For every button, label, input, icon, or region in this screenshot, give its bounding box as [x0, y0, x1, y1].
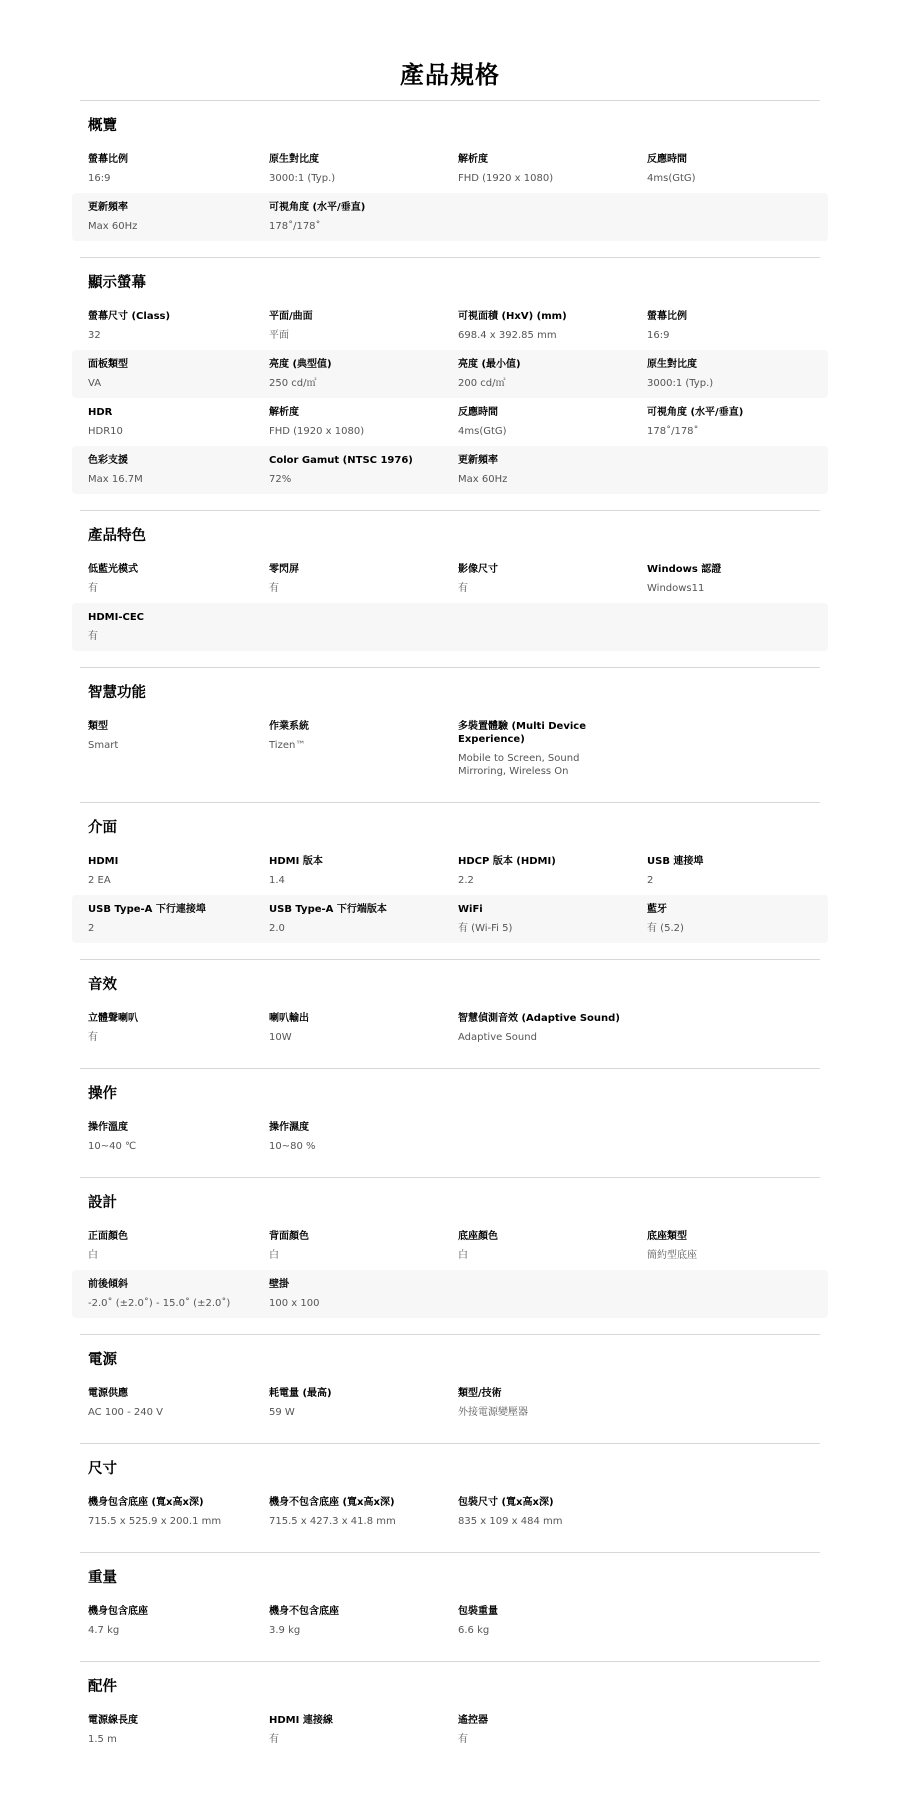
spec-item: [261, 1496, 450, 1528]
spec-value: 有: [88, 631, 98, 642]
spec-item: [261, 406, 450, 438]
spec-label: HDMI-CEC: [88, 612, 145, 623]
spec-section: [80, 1552, 820, 1661]
spec-label: 包裝重量: [458, 1606, 498, 1617]
spec-value: 有: [88, 583, 98, 594]
spec-item: [261, 1121, 450, 1153]
spec-label: 遙控器: [458, 1715, 488, 1726]
spec-item: [450, 855, 639, 887]
spec-section: [80, 802, 820, 959]
spec-item: [450, 903, 639, 935]
spec-item: [261, 903, 450, 935]
spec-label: 操作溫度: [88, 1122, 128, 1133]
section-title: 設計: [88, 1195, 117, 1211]
spec-label: 底座類型: [647, 1231, 687, 1242]
spec-label: 作業系統: [269, 721, 309, 732]
spec-value: 100 x 100: [269, 1298, 320, 1309]
section-title: 操作: [88, 1086, 117, 1102]
spec-label: 底座顏色: [458, 1231, 498, 1242]
spec-value: Tizen™: [269, 740, 306, 751]
spec-label: USB 連接埠: [647, 856, 704, 867]
spec-value: 有: [269, 583, 279, 594]
spec-row: [72, 603, 828, 651]
spec-value: FHD (1920 x 1080): [458, 173, 554, 184]
spec-item: [261, 1387, 450, 1419]
spec-value: 178˚/178˚: [647, 426, 699, 437]
spec-row: [72, 712, 828, 786]
section-title: 電源: [88, 1352, 117, 1368]
spec-item: [261, 563, 450, 595]
spec-value: 1.5 m: [88, 1734, 117, 1745]
spec-value: 2: [88, 923, 95, 934]
spec-value: -2.0˚ (±2.0˚) - 15.0˚ (±2.0˚): [88, 1298, 231, 1309]
spec-item: [72, 855, 261, 887]
spec-item: [72, 201, 261, 233]
spec-label: 零閃屏: [269, 564, 299, 575]
spec-label: 原生對比度: [647, 359, 697, 370]
spec-item: [450, 1714, 639, 1746]
spec-label: 可視面積 (HxV) (mm): [458, 311, 567, 322]
spec-item: [261, 201, 450, 233]
spec-row: [72, 895, 828, 943]
spec-value: Windows11: [647, 583, 705, 594]
spec-value: 835 x 109 x 484 mm: [458, 1516, 563, 1527]
section-title: 配件: [88, 1679, 117, 1695]
spec-label: 解析度: [458, 154, 488, 165]
spec-value: 有: [458, 1734, 468, 1745]
spec-value: VA: [88, 378, 102, 389]
spec-value: FHD (1920 x 1080): [269, 426, 365, 437]
spec-section: [80, 1443, 820, 1552]
spec-value: AC 100 - 240 V: [88, 1407, 163, 1418]
spec-row: [72, 1488, 828, 1536]
spec-label: 機身不包含底座: [269, 1606, 339, 1617]
section-title: 重量: [88, 1570, 117, 1586]
spec-label: Windows 認證: [647, 564, 722, 575]
spec-label: 螢幕比例: [647, 311, 687, 322]
spec-value: 白: [88, 1250, 98, 1261]
spec-label: HDMI: [88, 856, 119, 867]
spec-value: Mobile to Screen, Sound Mirroring, Wireless On: [458, 753, 580, 777]
spec-value: 4ms(GtG): [647, 173, 696, 184]
spec-value: Adaptive Sound: [458, 1032, 537, 1043]
spec-item: [72, 1496, 261, 1528]
spec-item: [450, 1496, 639, 1528]
spec-sections: [0, 100, 900, 1770]
spec-item: [261, 720, 450, 778]
spec-item: [261, 1714, 450, 1746]
spec-value: 有 (Wi-Fi 5): [458, 923, 513, 934]
spec-label: 螢幕比例: [88, 154, 128, 165]
spec-value: 4.7 kg: [88, 1625, 120, 1636]
spec-section: [80, 100, 820, 257]
spec-item: [261, 310, 450, 342]
spec-section: [80, 1334, 820, 1443]
spec-section: [80, 1661, 820, 1770]
spec-item: [261, 153, 450, 185]
spec-label: HDCP 版本 (HDMI): [458, 856, 556, 867]
spec-label: 反應時間: [458, 407, 498, 418]
spec-label: 可視角度 (水平/垂直): [647, 407, 744, 418]
spec-value: 715.5 x 427.3 x 41.8 mm: [269, 1516, 396, 1527]
spec-label: HDMI 版本: [269, 856, 323, 867]
spec-item: [72, 563, 261, 595]
spec-label: 壁掛: [269, 1279, 289, 1290]
spec-section: [80, 1177, 820, 1334]
spec-label: 藍牙: [647, 904, 667, 915]
spec-item: [639, 563, 828, 595]
spec-item: [72, 611, 261, 643]
spec-value: 有: [88, 1032, 98, 1043]
spec-value: HDR10: [88, 426, 123, 437]
spec-label: 機身不包含底座 (寬x高x深): [269, 1497, 395, 1508]
spec-item: [450, 153, 639, 185]
spec-label: 解析度: [269, 407, 299, 418]
spec-item: [450, 358, 639, 390]
spec-value: Max 60Hz: [88, 221, 138, 232]
spec-label: 可視角度 (水平/垂直): [269, 202, 366, 213]
spec-item: [72, 1230, 261, 1262]
spec-value: 有: [269, 1734, 279, 1745]
spec-item: [450, 310, 639, 342]
spec-item: [639, 153, 828, 185]
spec-item: [72, 153, 261, 185]
spec-item: [261, 358, 450, 390]
spec-row: [72, 1706, 828, 1754]
spec-item: [639, 903, 828, 935]
spec-value: 10W: [269, 1032, 292, 1043]
spec-row: [72, 1222, 828, 1270]
spec-item: [72, 1605, 261, 1637]
spec-value: 715.5 x 525.9 x 200.1 mm: [88, 1516, 222, 1527]
spec-section: [80, 959, 820, 1068]
spec-value: 白: [269, 1250, 279, 1261]
spec-row: [72, 145, 828, 193]
spec-row: [72, 555, 828, 603]
spec-value: 3000:1 (Typ.): [647, 378, 714, 389]
spec-label: USB Type-A 下行連接埠: [88, 904, 206, 915]
spec-label: 包裝尺寸 (寬x高x深): [458, 1497, 554, 1508]
spec-item: [261, 1278, 450, 1310]
spec-label: 亮度 (典型值): [269, 359, 332, 370]
spec-item: [639, 855, 828, 887]
spec-item: [639, 406, 828, 438]
spec-value: 平面: [269, 330, 289, 341]
spec-value: 4ms(GtG): [458, 426, 507, 437]
spec-value: Max 60Hz: [458, 474, 508, 485]
spec-label: 面板類型: [88, 359, 128, 370]
spec-label: 立體聲喇叭: [88, 1013, 138, 1024]
spec-label: 反應時間: [647, 154, 687, 165]
spec-value: 簡約型底座: [647, 1250, 697, 1261]
page-title: 產品規格: [400, 61, 500, 89]
spec-label: 耗電量 (最高): [269, 1388, 332, 1399]
spec-value: 10~40 ℃: [88, 1141, 137, 1152]
spec-item: [261, 1012, 450, 1044]
spec-value: 3000:1 (Typ.): [269, 173, 336, 184]
spec-row: [72, 1113, 828, 1161]
spec-label: 機身包含底座 (寬x高x深): [88, 1497, 204, 1508]
spec-label: 色彩支援: [88, 455, 128, 466]
spec-item: [72, 903, 261, 935]
spec-label: 低藍光模式: [88, 564, 138, 575]
spec-value: 2.0: [269, 923, 285, 934]
spec-value: 200 cd/㎡: [458, 378, 506, 389]
spec-label: 亮度 (最小值): [458, 359, 521, 370]
spec-value: Smart: [88, 740, 119, 751]
spec-label: 多裝置體驗 (Multi Device Experience): [458, 721, 586, 745]
spec-label: 電源線長度: [88, 1715, 138, 1726]
spec-label: 操作濕度: [269, 1122, 309, 1133]
section-title: 智慧功能: [88, 685, 146, 701]
spec-value: 250 cd/㎡: [269, 378, 317, 389]
spec-label: USB Type-A 下行端版本: [269, 904, 387, 915]
spec-item: [261, 454, 450, 486]
spec-section: [80, 667, 820, 802]
spec-value: 59 W: [269, 1407, 295, 1418]
spec-row: [72, 350, 828, 398]
spec-item: [72, 358, 261, 390]
section-title: 顯示螢幕: [88, 275, 146, 291]
spec-label: 影像尺寸: [458, 564, 498, 575]
spec-label: 前後傾斜: [88, 1279, 128, 1290]
spec-value: 1.4: [269, 875, 285, 886]
spec-item: [72, 406, 261, 438]
spec-item: [72, 310, 261, 342]
spec-item: [261, 855, 450, 887]
spec-item: [450, 720, 639, 778]
spec-value: 白: [458, 1250, 468, 1261]
spec-label: 原生對比度: [269, 154, 319, 165]
section-title: 介面: [88, 820, 117, 836]
spec-section: [80, 510, 820, 667]
spec-item: [639, 358, 828, 390]
spec-item: [72, 1121, 261, 1153]
spec-value: 16:9: [88, 173, 111, 184]
spec-item: [450, 406, 639, 438]
spec-row: [72, 1597, 828, 1645]
spec-value: 72%: [269, 474, 292, 485]
spec-item: [72, 454, 261, 486]
spec-label: 平面/曲面: [269, 311, 313, 322]
spec-item: [450, 454, 639, 486]
spec-label: 類型: [88, 721, 108, 732]
spec-section: [80, 257, 820, 510]
spec-item: [261, 1230, 450, 1262]
spec-label: HDMI 連接線: [269, 1715, 333, 1726]
spec-item: [639, 1230, 828, 1262]
spec-value: 有: [458, 583, 468, 594]
spec-row: [72, 1270, 828, 1318]
spec-value: 16:9: [647, 330, 670, 341]
spec-item: [72, 1012, 261, 1044]
spec-row: [72, 446, 828, 494]
spec-value: 178˚/178˚: [269, 221, 321, 232]
spec-label: 螢幕尺寸 (Class): [88, 311, 171, 322]
section-title: 尺寸: [88, 1461, 117, 1477]
spec-label: HDR: [88, 407, 113, 418]
spec-value: 2 EA: [88, 875, 111, 886]
spec-label: 類型/技術: [458, 1388, 502, 1399]
spec-item: [450, 1387, 639, 1419]
spec-label: Color Gamut (NTSC 1976): [269, 455, 413, 466]
spec-row: [72, 302, 828, 350]
spec-row: [72, 398, 828, 446]
spec-value: 外接電源變壓器: [458, 1407, 528, 1418]
spec-value: 698.4 x 392.85 mm: [458, 330, 557, 341]
spec-label: 喇叭輸出: [269, 1013, 309, 1024]
spec-row: [72, 193, 828, 241]
spec-item: [450, 1230, 639, 1262]
spec-value: 2: [647, 875, 654, 886]
spec-section: [80, 1068, 820, 1177]
spec-value: 有 (5.2): [647, 923, 684, 934]
spec-item: [72, 1714, 261, 1746]
spec-value: 10~80 %: [269, 1141, 316, 1152]
spec-item: [450, 1605, 639, 1637]
spec-label: 背面顏色: [269, 1231, 309, 1242]
spec-value: 32: [88, 330, 101, 341]
section-title: 音效: [88, 977, 117, 993]
spec-label: 機身包含底座: [88, 1606, 148, 1617]
spec-item: [72, 720, 261, 778]
spec-value: Max 16.7M: [88, 474, 143, 485]
spec-row: [72, 847, 828, 895]
spec-label: 電源供應: [88, 1388, 128, 1399]
spec-value: 3.9 kg: [269, 1625, 301, 1636]
spec-item: [72, 1387, 261, 1419]
spec-value: 2.2: [458, 875, 474, 886]
spec-item: [261, 1605, 450, 1637]
spec-row: [72, 1004, 828, 1052]
spec-item: [72, 1278, 261, 1310]
spec-label: 更新頻率: [88, 202, 128, 213]
spec-value: 6.6 kg: [458, 1625, 490, 1636]
section-title: 概覽: [88, 118, 117, 134]
spec-row: [72, 1379, 828, 1427]
spec-label: 更新頻率: [458, 455, 498, 466]
spec-item: [639, 310, 828, 342]
spec-label: 正面顏色: [88, 1231, 128, 1242]
spec-label: 智慧偵測音效 (Adaptive Sound): [458, 1013, 620, 1024]
spec-item: [450, 1012, 639, 1044]
section-title: 產品特色: [88, 528, 146, 544]
spec-item: [450, 563, 639, 595]
spec-label: WiFi: [458, 904, 483, 915]
